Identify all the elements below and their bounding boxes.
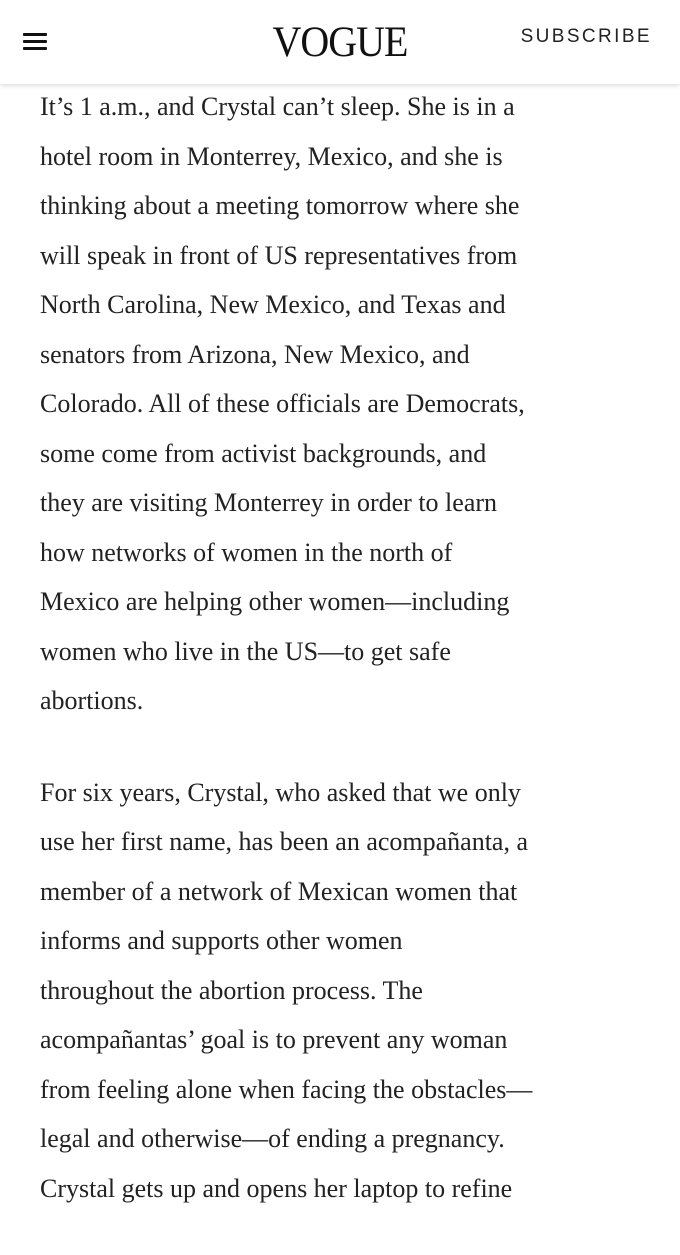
subscribe-link[interactable]: SUBSCRIBE — [520, 26, 652, 47]
menu-icon-bar — [23, 47, 47, 50]
article-paragraph — [40, 768, 640, 1214]
paragraph-line: Colorado. All of these officials are Democrats, — [40, 389, 525, 418]
paragraph-line: legal and otherwise—of ending a pregnancy. — [40, 1124, 505, 1153]
paragraph-line: North Carolina, New Mexico, and Texas and — [40, 290, 506, 319]
paragraph-line: some come from activist backgrounds, and — [40, 438, 487, 468]
paragraph-line: acompañantas’ goal is to prevent any woman — [40, 1025, 508, 1054]
paragraph-line: senators from Arizona, New Mexico, and — [40, 339, 470, 369]
paragraph-line: they are visiting Monterrey in order to learn — [40, 488, 498, 517]
menu-icon-bar — [23, 33, 47, 36]
paragraph-line: from feeling alone when facing the obstacles— — [40, 1074, 533, 1104]
article-body — [40, 82, 640, 1255]
paragraph-line: informs and supports other women — [40, 926, 403, 955]
paragraph-line: For six years, Crystal, who asked that we only — [40, 777, 521, 807]
paragraph-line: how networks of women in the north of — [40, 537, 453, 567]
paragraph-line: member of a network of Mexican women that — [40, 876, 518, 906]
paragraph-line: hotel room in Monterrey, Mexico, and she is — [40, 141, 503, 171]
paragraph-line: use her first name, has been an acompañanta, a — [40, 827, 529, 856]
paragraph-line: It’s 1 a.m., and Crystal can’t sleep. She is in a — [40, 92, 515, 121]
paragraph-line: will speak in front of US representatives from — [40, 240, 518, 270]
paragraph-line: Crystal gets up and opens her laptop to refine — [40, 1173, 513, 1203]
paragraph-line: throughout the abortion process. The — [40, 975, 423, 1005]
top-navigation-bar — [0, 0, 680, 84]
paragraph-line: abortions. — [40, 686, 144, 715]
paragraph-line: women who live in the US—to get safe — [40, 636, 451, 666]
paragraph-line: thinking about a meeting tomorrow where she — [40, 191, 520, 220]
vogue-logo[interactable]: VOGUE — [272, 17, 408, 66]
paragraph-line: Mexico are helping other women—including — [40, 587, 510, 616]
hamburger-menu-icon[interactable] — [16, 28, 50, 56]
menu-icon-bar — [23, 40, 47, 43]
article-paragraph — [40, 82, 640, 726]
